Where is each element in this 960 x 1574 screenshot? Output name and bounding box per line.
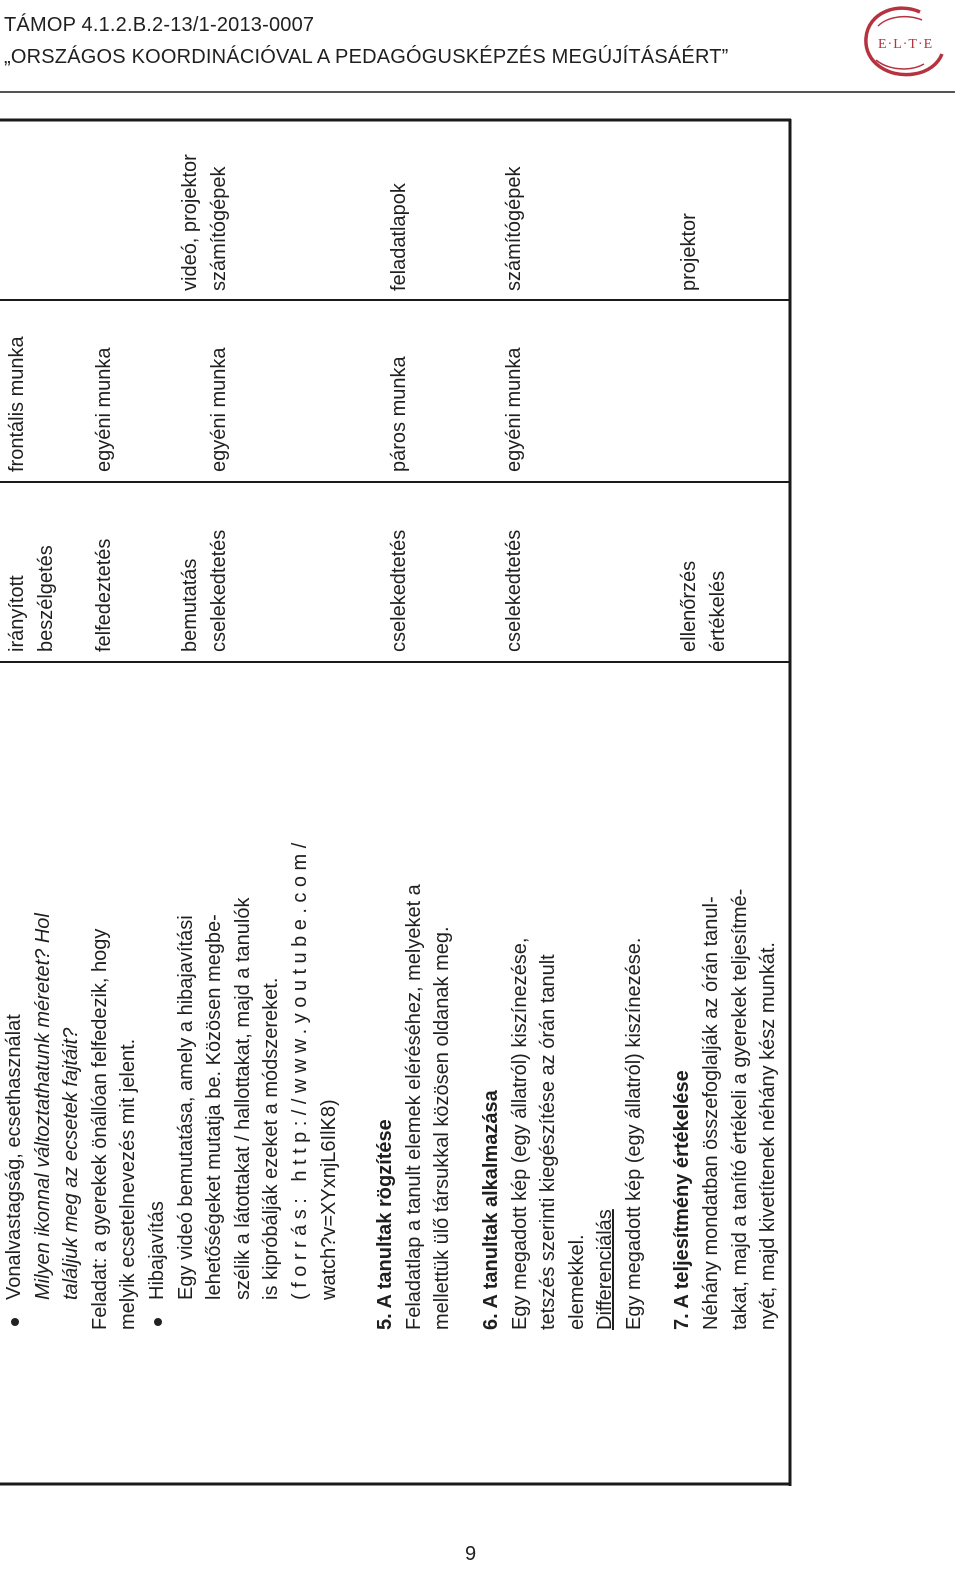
subheading: Differenciálás <box>594 1209 617 1330</box>
section-heading: 5. A tanultak rögzítése <box>374 1119 397 1330</box>
method-text: beszélgetés <box>35 545 57 652</box>
workform-text: egyéni munka <box>93 347 115 472</box>
method-text: ellenőrzés <box>678 560 700 652</box>
method-text: cselekedtetés <box>503 529 525 652</box>
method-text: felfedeztetés <box>93 538 115 652</box>
bullet-icon <box>154 1318 162 1326</box>
tool-text: számítógépek <box>503 166 525 291</box>
tools-cell <box>0 125 790 291</box>
header-rule <box>0 91 955 93</box>
section-heading: 7. A teljesítmény értékelése <box>671 1070 694 1330</box>
body-text: Néhány mondatban összefoglalják az órán tanul- <box>700 896 723 1330</box>
method-text: cselekedtetés <box>388 529 410 652</box>
question-text: találjuk meg az ecsetek fajtáit? <box>60 1027 83 1300</box>
rotated-lesson-table <box>0 120 790 1484</box>
item-title: Vonalvastagság, ecsethasználat <box>3 1014 25 1300</box>
bullet-icon <box>11 1318 19 1326</box>
source-link: (forrás: http://www.youtube.com/ <box>288 837 311 1300</box>
task-text: melyik ecsetelnevezés mit jelent. <box>117 1038 140 1330</box>
method-text: cselekedtetés <box>208 529 230 652</box>
workform-text: páros munka <box>388 356 410 472</box>
body-text: nyét, majd kivetítenek néhány kész munkát. <box>757 942 780 1330</box>
body-text: is kipróbálják ezeket a módszereket. <box>260 977 283 1300</box>
item-title: Hibajavítás <box>145 1201 168 1300</box>
section-heading: 6. A tanultak alkalmazása <box>479 1090 502 1330</box>
body-text: szélik a látottakat / hallottakat, majd a tanulók <box>231 897 254 1300</box>
elte-logo <box>858 4 950 82</box>
workforms-cell <box>0 296 790 472</box>
project-title: „ORSZÁGOS KOORDINÁCIÓVAL A PEDAGÓGUSKÉPZÉS MEGÚJÍTÁSÁÉRT” <box>4 46 729 68</box>
methods-cell <box>0 476 790 652</box>
method-text: bemutatás <box>179 558 201 652</box>
method-text: irányított <box>6 575 28 652</box>
body-text: lehetőségeket mutatja be. Közösen megbe- <box>203 914 226 1300</box>
source-link: watch?v=XYxnjL6IlK8) <box>317 1099 340 1300</box>
workform-text: frontális munka <box>6 336 28 472</box>
tool-text: feladatlapok <box>388 183 410 291</box>
tool-text: videó, projektor <box>179 154 201 291</box>
task-text: Feladat: a gyerekek önállóan felfedezik, hogy <box>88 928 111 1330</box>
workform-text: egyéni munka <box>208 347 230 472</box>
body-text: elemekkel. <box>565 1234 588 1330</box>
method-text: értékelés <box>707 570 729 652</box>
project-code: TÁMOP 4.1.2.B.2-13/1-2013-0007 <box>4 14 315 36</box>
logo-text: E·L·T·E <box>878 37 934 52</box>
page-header <box>0 0 960 96</box>
body-text: Egy megadott kép (egy állatról) kiszínezése, <box>508 937 531 1330</box>
body-text: tetszés szerinti kiegészítése az órán tanult <box>537 954 560 1330</box>
body-text: Feladatlap a tanult elemek eléréséhez, melyeket a <box>402 884 425 1330</box>
page-number: 9 <box>465 1543 477 1565</box>
body-text: mellettük ülő társukkal közösen oldanak meg. <box>431 926 454 1330</box>
question-text: Milyen ikonnal változtathatunk méretet? Hol <box>31 913 54 1300</box>
body-text: Egy videó bemutatása, amely a hibajavítási <box>174 915 197 1300</box>
tool-text: számítógépek <box>208 166 230 291</box>
body-text: takat, majd a tanító értékeli a gyerekek teljesítmé- <box>728 888 751 1330</box>
workform-text: egyéni munka <box>503 347 525 472</box>
tool-text: projektor <box>678 213 700 291</box>
body-text: Egy megadott kép (egy állatról) kiszínezése. <box>622 937 645 1330</box>
